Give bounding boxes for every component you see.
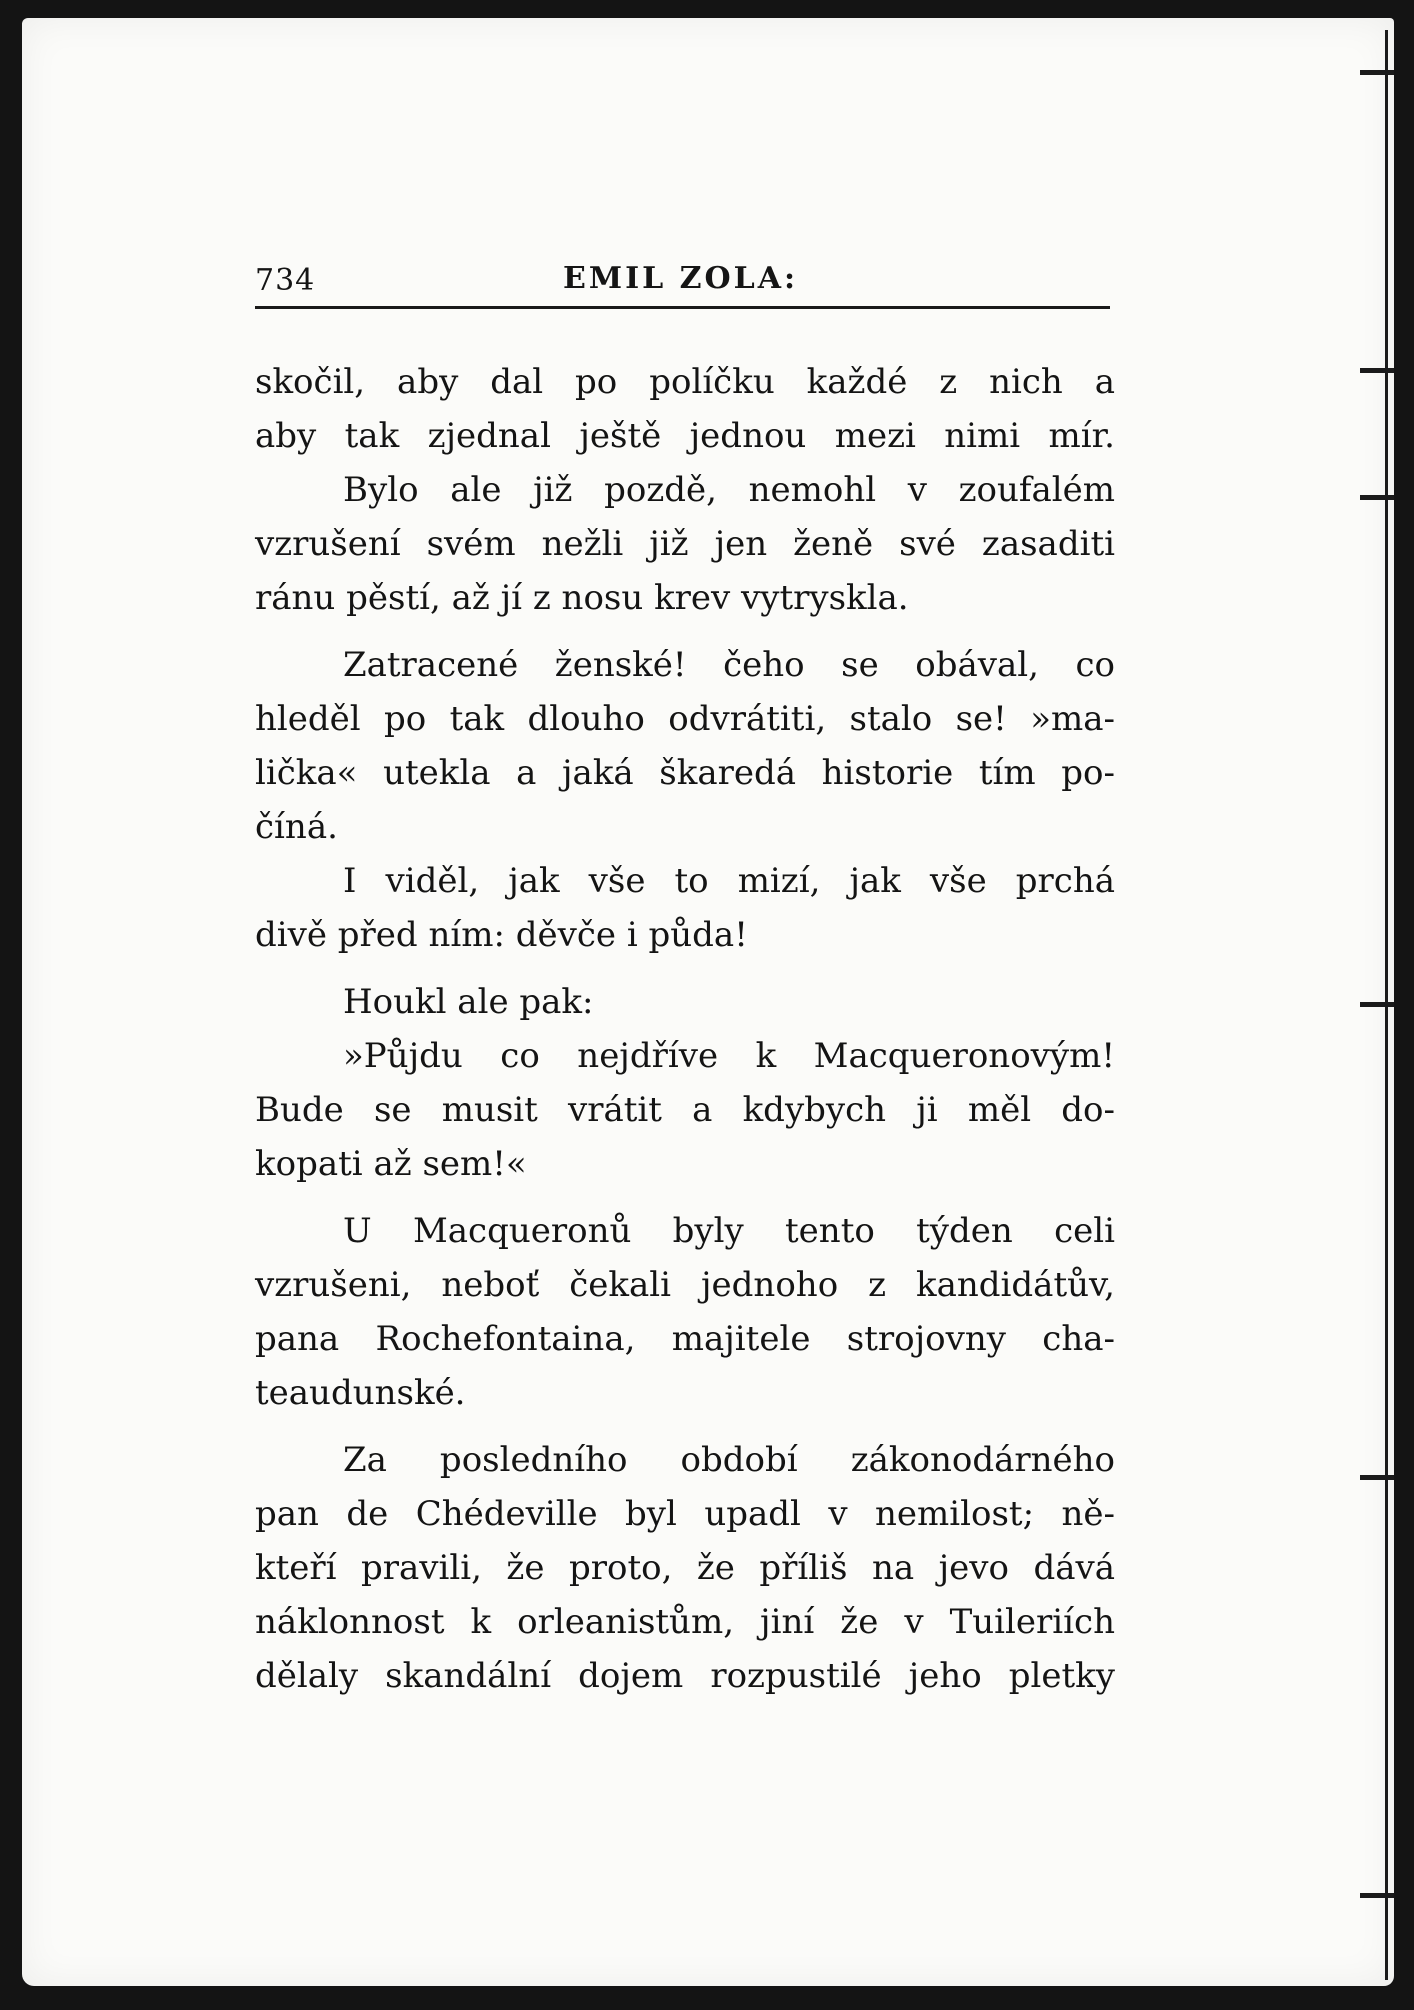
text-line: Bude se musit vrátit a kdybych ji měl do-	[255, 1090, 1115, 1130]
text-line: číná.	[255, 807, 338, 847]
text-line: vzrušeni, neboť čekali jednoho z kandidátův,	[255, 1265, 1115, 1305]
binding-tick	[1360, 1893, 1394, 1898]
text-line: kteří pravili, že proto, že příliš na jevo dává	[255, 1548, 1115, 1588]
binding-tick	[1360, 70, 1394, 75]
text-line: I viděl, jak vše to mizí, jak vše prchá	[343, 861, 1115, 901]
text-line: divě před ním: děvče i půda!	[255, 915, 748, 955]
text-line: Houkl ale pak:	[343, 982, 594, 1022]
text-line: dělaly skandální dojem rozpustilé jeho pletky	[255, 1656, 1115, 1696]
text-line: hleděl po tak dlouho odvrátiti, stalo se! »ma-	[255, 699, 1115, 739]
text-line: ránu pěstí, až jí z nosu krev vytryskla.	[255, 578, 909, 618]
text-line: pan de Chédeville byl upadl v nemilost; ně-	[255, 1494, 1115, 1534]
text-line: náklonnost k orleanistům, jiní že v Tuileriích	[255, 1602, 1115, 1642]
text-line: kopati až sem!«	[255, 1144, 527, 1184]
text-line: vzrušení svém nežli již jen ženě své zasaditi	[255, 524, 1115, 564]
text-line: »Půjdu co nejdříve k Macqueronovým!	[343, 1036, 1115, 1076]
page-number: 734	[255, 263, 316, 298]
text-line: skočil, aby dal po políčku každé z nich a	[255, 362, 1115, 402]
text-line: pana Rochefontaina, majitele strojovny cha-	[255, 1319, 1115, 1359]
text-line: lička« utekla a jaká škaredá historie tím po-	[255, 753, 1115, 793]
text-line: Zatracené ženské! čeho se obával, co	[343, 645, 1115, 685]
page-header	[255, 255, 1110, 305]
binding-tick	[1360, 368, 1394, 373]
header-rule	[255, 306, 1110, 309]
running-title: EMIL ZOLA:	[563, 261, 799, 296]
binding-tick	[1360, 1475, 1394, 1480]
text-line: teaudunské.	[255, 1373, 466, 1413]
text-line: aby tak zjednal ještě jednou mezi nimi mír.	[255, 416, 1115, 456]
binding-tick	[1360, 1002, 1394, 1007]
text-line: Za posledního období zákonodárného	[343, 1440, 1115, 1480]
body-text	[255, 355, 1115, 1703]
text-line: Bylo ale již pozdě, nemohl v zoufalém	[343, 470, 1115, 510]
text-line: U Macqueronů byly tento týden celi	[343, 1211, 1115, 1251]
binding-tick	[1360, 495, 1394, 500]
